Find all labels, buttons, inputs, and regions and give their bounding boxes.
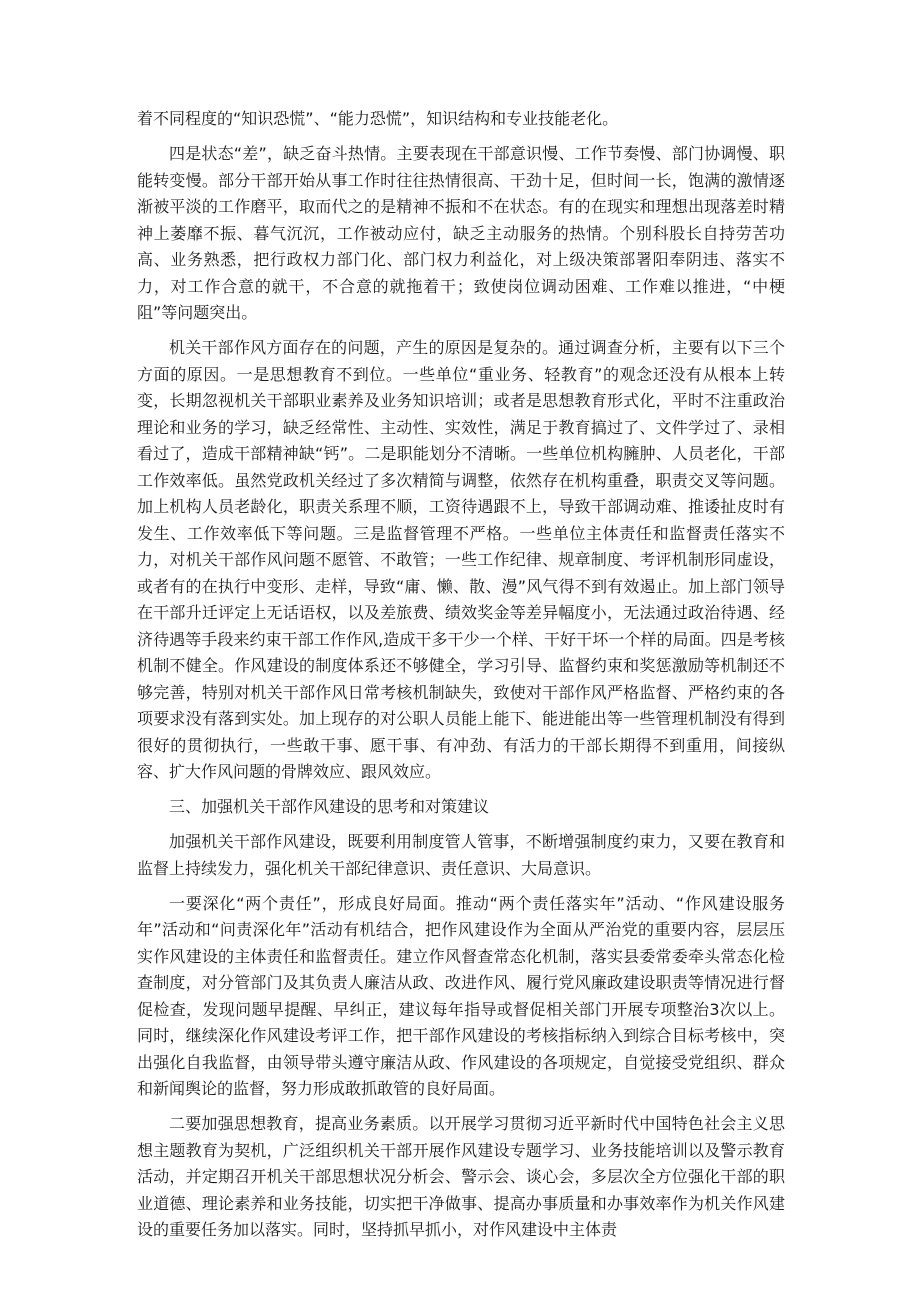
paragraph-suggestion-2: 二要加强思想教育，提高业务素质。以开展学习贯彻习近平新时代中国特色社会主义思想主题教育为契机，广泛组织机关干部开展作风建设专题学习、业务技能培训以及警示教育活动，并定期召开机关干部思想状况分析会、警示会、谈心会，多层次全方位强化干部的职业道德、理论素养和业务技能，切实把干净做事、提高办事质量和办事效率作为机关作风建设的重要任务加以落实。同时，坚持抓早抓小，对作风建设中主体责 bbox=[137, 1114, 785, 1239]
paragraph-causes: 机关干部作风方面存在的问题，产生的原因是复杂的。通过调查分析，主要有以下三个方面的原因。一是思想教育不到位。一些单位“重业务、轻教育”的观念还没有从根本上转变，长期忽视机关干部职业素养及业务知识培训；或者是思想教育形式化，平时不注重政治理论和业务的学习，缺乏经常性、主动性、实效性，满足于教育搞过了、文件学过了、录相看过了，造成干部精神缺“钙”。二是职能划分不清晰。一些单位机构臃肿、人员老化，干部工作效率低。虽然党政机关经过了多次精简与调整，依然存在机构重叠，职责交叉等问题。加上机构人员老龄化，职责关系理不顺，工资待遇跟不上，导致干部调动难、推诿扯皮时有发生、工作效率低下等问题。三是监督管理不严格。一些单位主体责任和监督责任落实不力，对机关干部作风问题不愿管、不敢管；一些工作纪律、规章制度、考评机制形同虚设，或者有的在执行中变形、走样，导致“庸、懒、散、漫”风气得不到有效遏止。加上部门领导在干部升迁评定上无话语权，以及差旅费、绩效奖金等差异幅度小，无法通过政治待遇、经济待遇等手段来约束干部工作作风,造成干多干少一个样、干好干坏一个样的局面。四是考核机制不健全。作风建设的制度体系还不够健全，学习引导、监督约束和奖惩激励等机制还不够完善，特别对机关干部作风日常考核机制缺失，致使对干部作风严格监督、严格约束的各项要求没有落到实处。加上现存的对公职人员能上能下、能进能出等一些管理机制没有得到很好的贯彻执行，一些敢干事、愿干事、有冲劲、有活力的干部长期得不到重用，间接纵容、扩大作风问题的骨牌效应、跟风效应。 bbox=[137, 338, 785, 781]
paragraph-continuation: 着不同程度的“知识恐慌”、“能力恐慌”，知识结构和专业技能老化。 bbox=[137, 109, 619, 128]
paragraph-suggestion-1: 一要深化“两个责任”，形成良好局面。推动“两个责任落实年”活动、“作风建设服务年”活动和“问责深化年”活动有机结合，把作风建设作为全面从严治党的重要内容，层层压实作风建设的主体责任和监督责任。建立作风督查常态化机制，落实县委常委牵头常态化检查制度，对分管部门及其负责人廉洁从政、改进作风、履行党风廉政建设职责等情况进行督促检查，发现问题早提醒、早纠正，建议每年指导或督促相关部门开展专项整治3次以上。同时，继续深化作风建设考评工作，把干部作风建设的考核指标纳入到综合目标考核中，突出强化自我监督，由领导带头遵守廉洁从政、作风建设的各项规定，自觉接受党组织、群众和新闻舆论的监督，努力形成敢抓敢管的良好局面。 bbox=[137, 893, 785, 1098]
document-page bbox=[137, 106, 785, 1252]
paragraph-state-poor: 四是状态“差”，缺乏奋斗热情。主要表现在干部意识慢、工作节奏慢、部门协调慢、职能转变慢。部分干部开始从事工作时往往热情很高、干劲十足，但时间一长，饱满的激情逐渐被平淡的工作磨平，取而代之的是精神不振和不在状态。有的在现实和理想出现落差时精神上萎靡不振、暮气沉沉，工作被动应付，缺乏主动服务的热情。个别科股长自持劳苦功高、业务熟悉，把行政权力部门化、部门权力利益化，对上级决策部署阳奉阴违、落实不力，对工作合意的就干，不合意的就拖着干；致使岗位调动困难、工作难以推进，“中梗阻”等问题突出。 bbox=[137, 144, 785, 322]
paragraph-intro-suggestions: 加强机关干部作风建设，既要利用制度管人管事，不断增强制度约束力，又要在教育和监督上持续发力，强化机关干部纪律意识、责任意识、大局意识。 bbox=[137, 832, 785, 878]
section-heading-3: 三、加强机关干部作风建设的思考和对策建议 bbox=[169, 797, 490, 816]
